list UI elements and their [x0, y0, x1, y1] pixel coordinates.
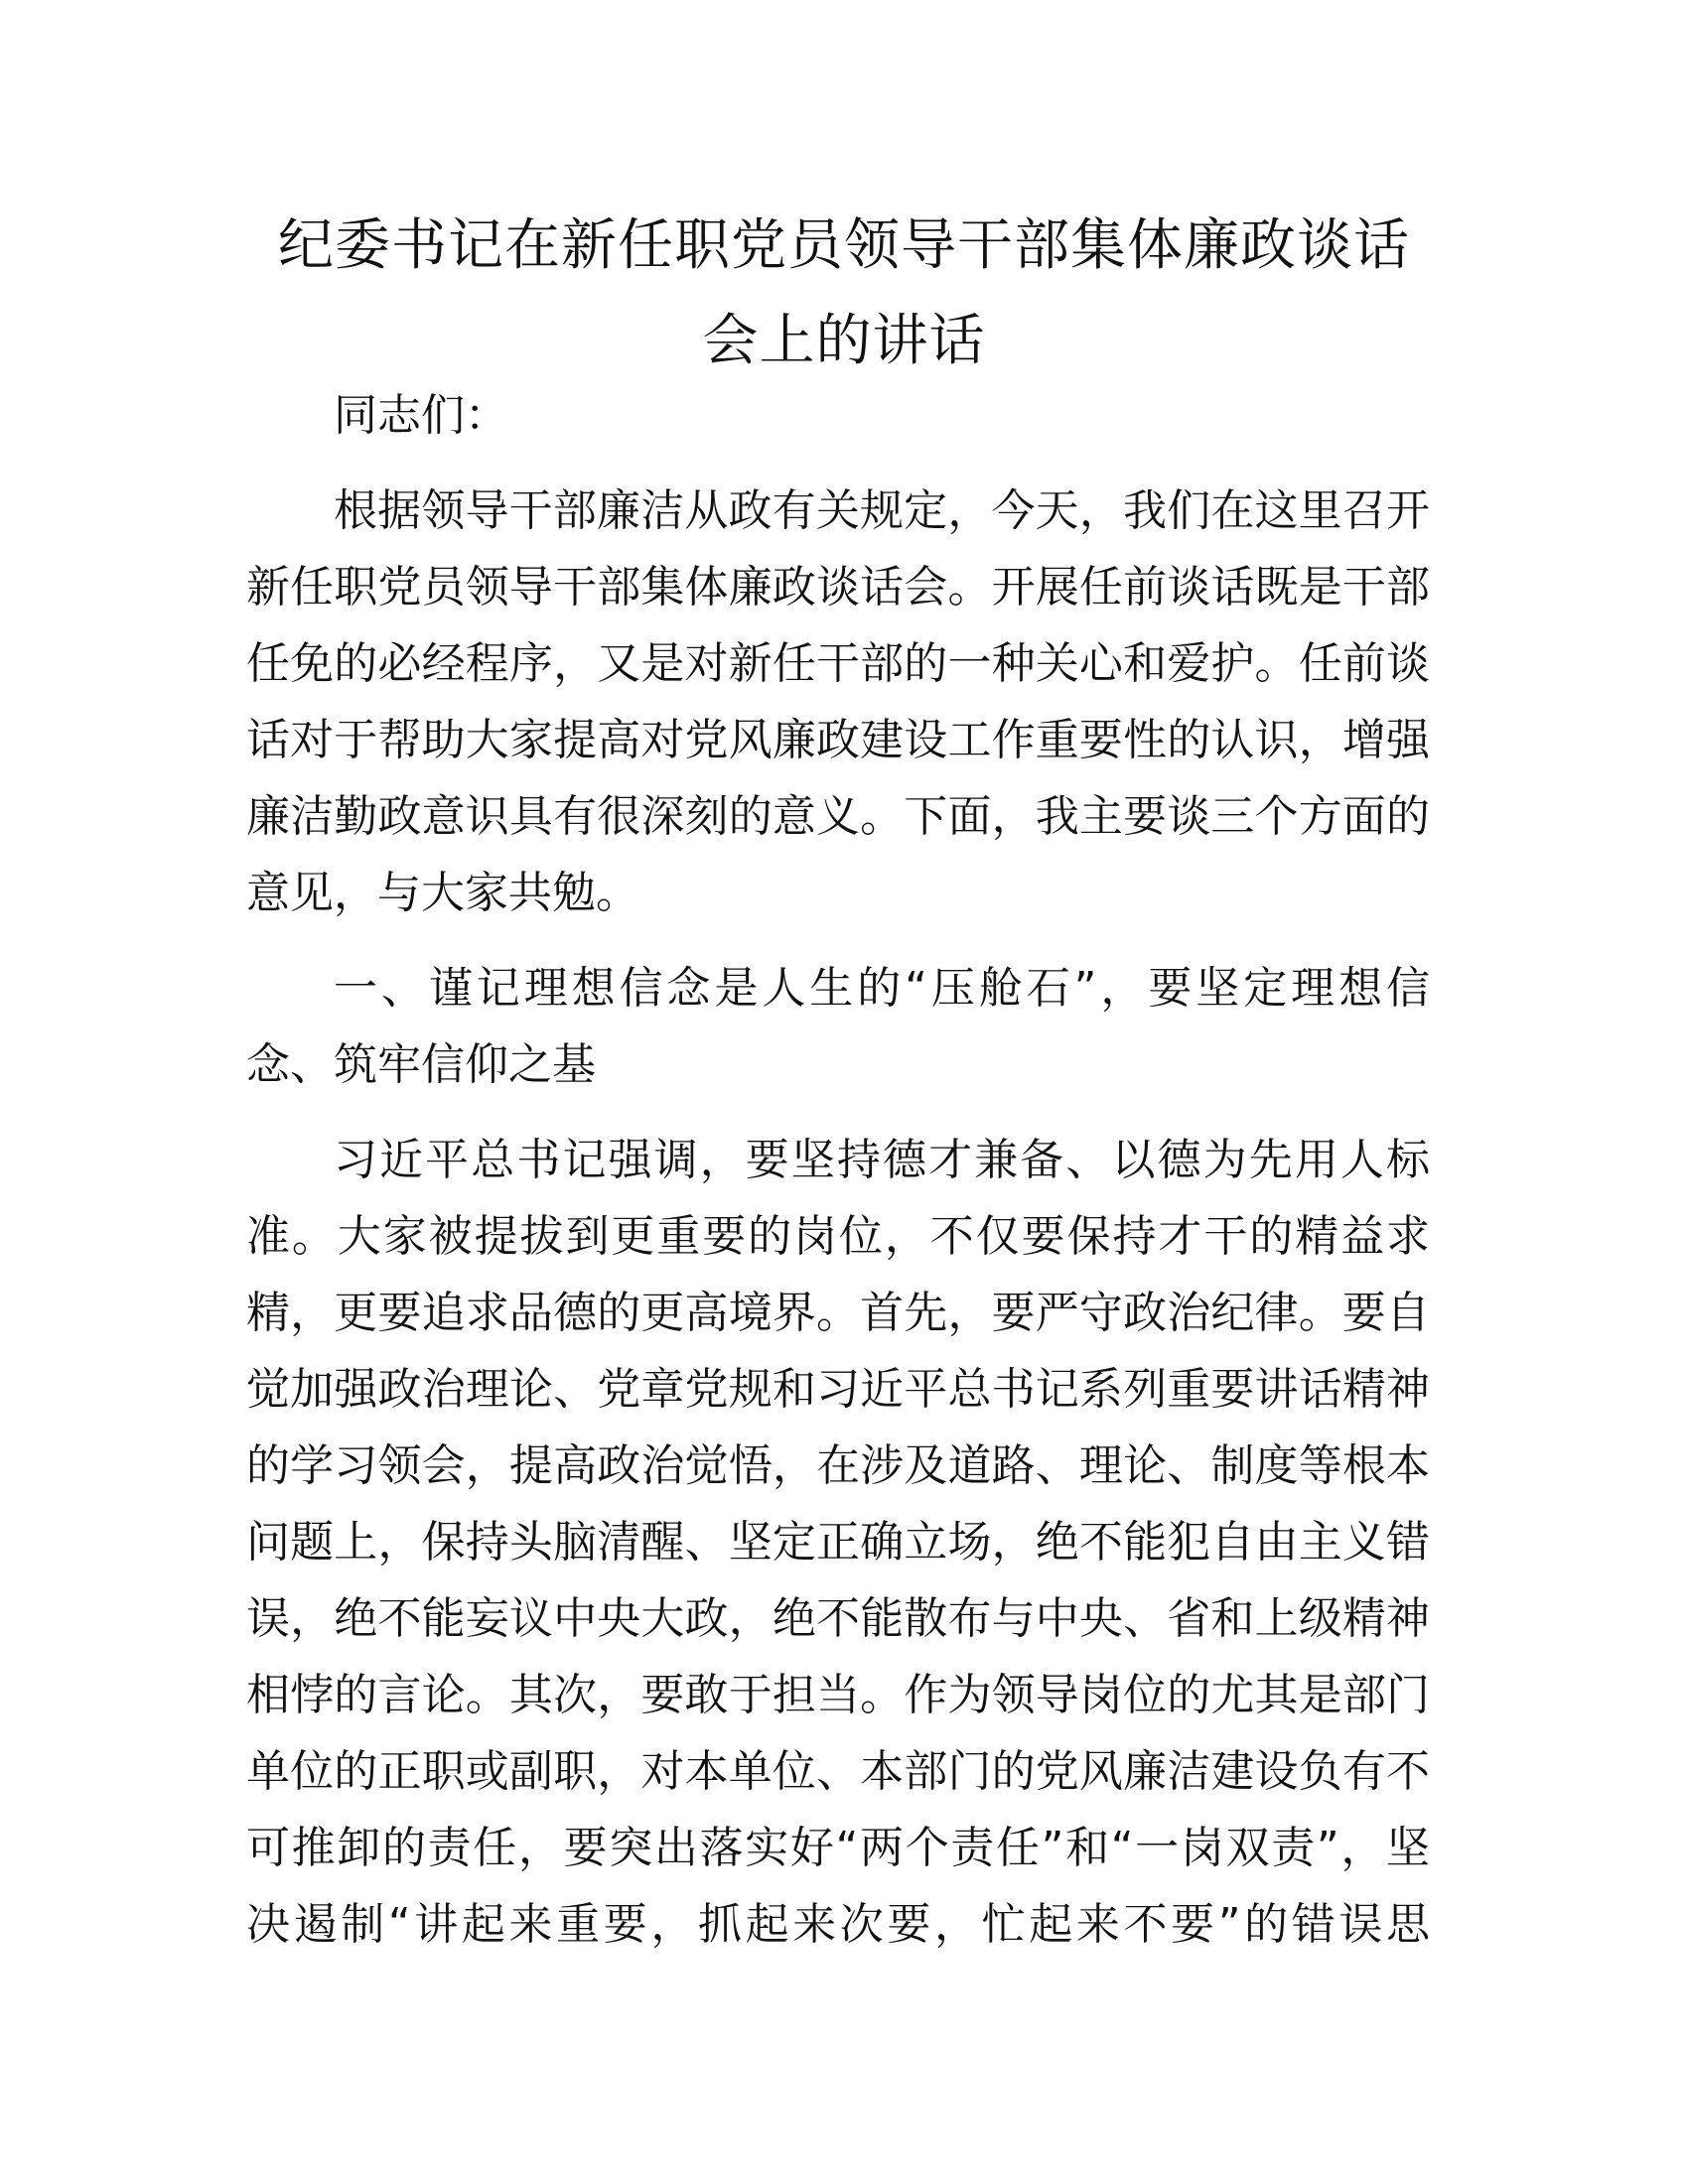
document-title	[238, 199, 1450, 389]
text-line: 意见，与大家共勉。	[246, 868, 639, 918]
title-line: 纪委书记在新任职党员领导干部集体廉政谈话	[278, 213, 1410, 278]
text-line: 习近平总书记强调，要坚持德才兼备、以德为先用人标	[334, 1135, 1430, 1185]
text-line: 任免的必经程序，又是对新任干部的一种关心和爱护。任前谈	[246, 638, 1430, 689]
text-line: 念、筑牢信仰之基	[246, 1039, 596, 1090]
text-line: 廉洁勤政意识具有很深刻的意义。下面，我主要谈三个方面的	[246, 791, 1430, 842]
section-heading-1	[246, 950, 1430, 1103]
text-line: 可推卸的责任，要突出落实好“两个责任”和“一岗双责”，坚	[246, 1823, 1430, 1873]
text-line: 误，绝不能妄议中央大政，绝不能散布与中央、省和上级精神	[246, 1593, 1430, 1644]
text-line: 同志们：	[334, 390, 508, 441]
text-line: 准。大家被提拔到更重要的岗位，不仅要保持才干的精益求	[246, 1211, 1430, 1262]
text-line: 根据领导干部廉洁从政有关规定，今天，我们在这里召开	[334, 485, 1430, 536]
text-line: 觉加强政治理论、党章党规和习近平总书记系列重要讲话精神	[246, 1364, 1430, 1415]
salutation-paragraph	[246, 377, 1430, 454]
text-line: 问题上，保持头脑清醒、坚定正确立场，绝不能犯自由主义错	[246, 1517, 1430, 1568]
text-line: 精，更要追求品德的更高境界。首先，要严守政治纪律。要自	[246, 1288, 1430, 1338]
text-line: 相悖的言论。其次，要敢于担当。作为领导岗位的尤其是部门	[246, 1670, 1430, 1720]
text-line: 的学习领会，提高政治觉悟，在涉及道路、理论、制度等根本	[246, 1440, 1430, 1491]
text-line: 话对于帮助大家提高对党风廉政建设工作重要性的认识，增强	[246, 715, 1430, 765]
text-line: 一、谨记理想信念是人生的“压舱石”，要坚定理想信	[334, 963, 1430, 1014]
intro-paragraph	[246, 473, 1430, 931]
text-line: 决遏制“讲起来重要，抓起来次要，忙起来不要”的错误思	[246, 1899, 1430, 1950]
text-line: 单位的正职或副职，对本单位、本部门的党风廉洁建设负有不	[246, 1746, 1430, 1797]
document-body	[246, 377, 1430, 1981]
title-line: 会上的讲话	[702, 309, 986, 373]
body-paragraph	[246, 1122, 1430, 1963]
text-line: 新任职党员领导干部集体廉政谈话会。开展任前谈话既是干部	[246, 562, 1430, 613]
